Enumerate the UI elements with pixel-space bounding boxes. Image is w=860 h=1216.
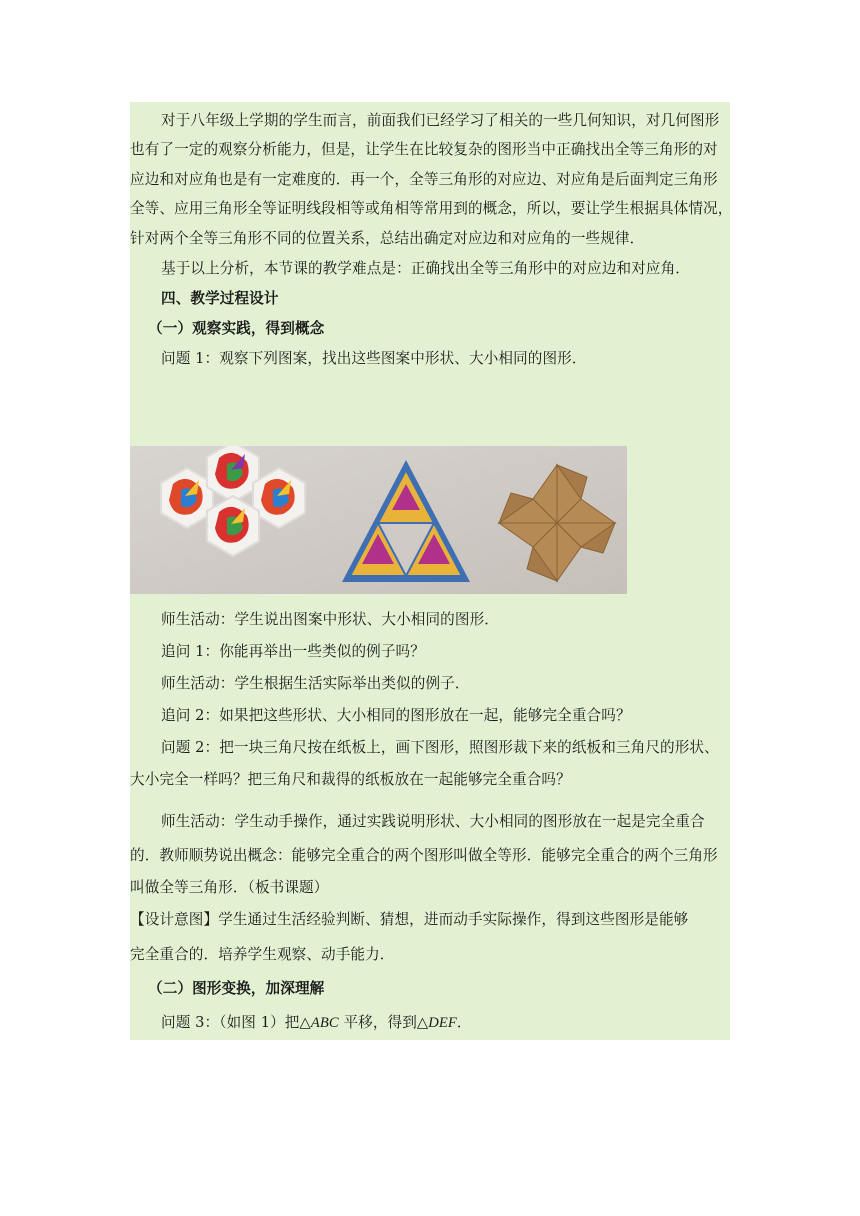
paragraph-line: 也有了一定的观察分析能力，但是，让学生在比较复杂的图形当中正确找出全等三角形的对: [130, 141, 718, 158]
activity-line: 师生活动：学生根据生活实际举出类似的例子．: [161, 675, 470, 692]
figure-svg: [130, 446, 627, 594]
activity-line: 师生活动：学生说出图案中形状、大小相同的图形．: [161, 611, 499, 628]
paragraph-line: 的．教师顺势说出概念：能够完全重合的两个图形叫做全等形．能够完全重合的两个三角形: [130, 847, 718, 864]
paragraph-line: 完全重合的．培养学生观察、动手能力．: [130, 946, 395, 963]
activity-line: 师生活动：学生动手操作，通过实践说明形状、大小相同的图形放在一起是完全重合: [161, 813, 705, 830]
subsection-heading: （一）观察实践，得到概念: [148, 320, 325, 337]
paragraph-line: 叫做全等三角形．（板书课题）: [130, 879, 329, 896]
question-line: [161, 1011, 472, 1032]
question-line: 问题 1：观察下列图案，找出这些图案中形状、大小相同的图形．: [161, 350, 587, 367]
paragraph-line: 全等、应用三角形全等证明线段相等或角相等常用到的概念，所以，要让学生根据具体情况，: [130, 200, 733, 217]
paragraph-line: 应边和对应角也是有一定难度的．再一个，全等三角形的对应边、对应角是后面判定三角形: [130, 171, 718, 188]
section-heading: 四、教学过程设计: [161, 290, 279, 307]
triangle-abc: ABC: [310, 1015, 339, 1031]
triangle-def: DEF: [428, 1015, 457, 1031]
figure-photo: [130, 446, 627, 594]
followup-line: 追问 2：如果把这些形状、大小相同的图形放在一起，能够完全重合吗？: [161, 707, 631, 724]
question-suffix: ．: [456, 1014, 472, 1031]
design-intent-line: 【设计意图】学生通过生活经验判断、猜想，进而动手实际操作，得到这些图形是能够: [130, 911, 689, 928]
paragraph-line: 针对两个全等三角形不同的位置关系，总结出确定对应边和对应角的一些规律．: [130, 230, 645, 247]
followup-line: 追问 1：你能再举出一些类似的例子吗？: [161, 643, 425, 660]
question-prefix: 问题 3：（如图 1）把△: [161, 1014, 311, 1031]
paragraph-line: 大小完全一样吗？把三角尺和裁得的纸板放在一起能够完全重合吗？: [130, 771, 571, 788]
question-line: 问题 2：把一块三角尺按在纸板上，画下图形，照图形裁下来的纸板和三角尺的形状、: [161, 739, 719, 756]
question-middle: 平移，得到△: [338, 1014, 429, 1031]
subsection-heading: （二）图形变换，加深理解: [148, 980, 325, 997]
paragraph-line: 对于八年级上学期的学生而言，前面我们已经学习了相关的一些几何知识，对几何图形: [161, 112, 720, 129]
paragraph-line: 基于以上分析，本节课的教学难点是：正确找出全等三角形中的对应边和对应角．: [161, 260, 690, 277]
